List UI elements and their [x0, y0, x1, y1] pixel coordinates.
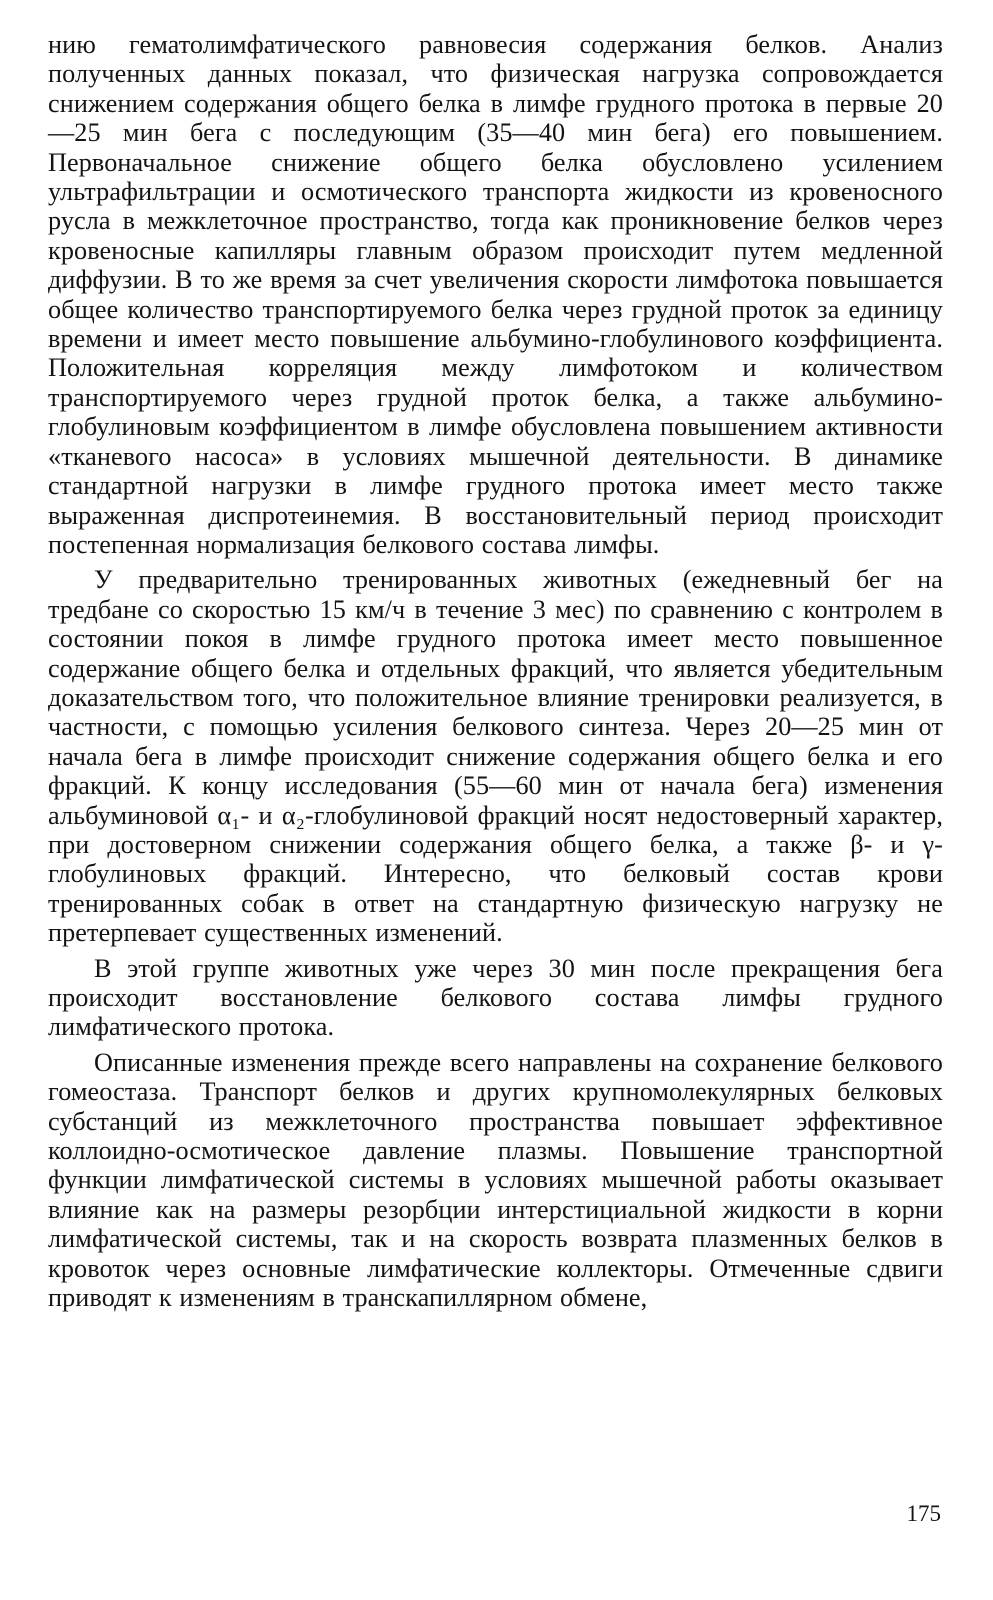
page-number: 175: [906, 1501, 941, 1526]
paragraph-homeostasis: Описанные изменения прежде всего направлены на сохранение белкового гомеостаза. Транспорт белков и других крупномолекулярных белковых субстанций из межклеточного пространства повышает эффективное коллоидно-осмотическое давление плазмы. Повышение транспортной функции лимфатической системы в условиях мышечной работы оказывает влияние как на размеры резорбции интерстициальной жидкости в корни лимфатической системы, так и на скорость возврата плазменных белков в кровоток через основные лимфатические коллекторы. Отмеченные сдвиги приводят к изменениям в транскапиллярном обмене,: [48, 1047, 943, 1313]
paragraph-continuation: нию гематолимфатического равновесия содержания белков. Анализ полученных данных показал, что физическая нагрузка сопровождается снижением содержания общего белка в лимфе грудного протока в первые 20—25 мин бега с последующим (35—40 мин бега) его повышением. Первоначальное снижение общего белка обусловлено усилением ультрафильтрации и осмотического транспорта жидкости из кровеносного русла в межклеточное пространство, тогда как проникновение белков через кровеносные капилляры главным образом происходит путем медленной диффузии. В то же время за счет увеличения скорости лимфотока повышается общее количество транспортируемого белка через грудной проток за единицу времени и имеет место повышение альбумино-глобулинового коэффициента. Положительная корреляция между лимфотоком и количеством транспортируемого через грудной проток белка, а также альбумино-глобулиновым коэффициентом в лимфе обусловлена повышением активности «тканевого насоса» в условиях мышечной деятельности. В динамике стандартной нагрузки в лимфе грудного протока имеет место также выраженная диспротеинемия. В восстановительный период происходит постепенная нормализация белкового состава лимфы.: [48, 30, 943, 559]
paragraph-trained-animals: У предварительно тренированных животных (ежедневный бег на тредбане со скоростью 15 км/ч в течение 3 мес) по сравнению с контролем в состоянии покоя в лимфе грудного протока имеет место повышенное содержание общего белка и отдельных фракций, что является убедительным доказательством того, что положительное влияние тренировки реализуется, в частности, с помощью усиления белкового синтеза. Через 20—25 мин от начала бега в лимфе происходит снижение содержания общего белка и его фракций. К концу исследования (55—60 мин от начала бега) изменения альбуминовой α₁- и α₂-глобулиновой фракций носят недостоверный характер, при достоверном снижении содержания общего белка, а также β- и γ-глобулиновых фракций. Интересно, что белковый состав крови тренированных собак в ответ на стандартную физическую нагрузку не претерпевает существенных изменений.: [48, 565, 943, 948]
paragraph-recovery: В этой группе животных уже через 30 мин после прекращения бега происходит восстановление белкового состава лимфы грудного лимфатического протока.: [48, 953, 943, 1042]
body-text: [48, 30, 943, 1318]
